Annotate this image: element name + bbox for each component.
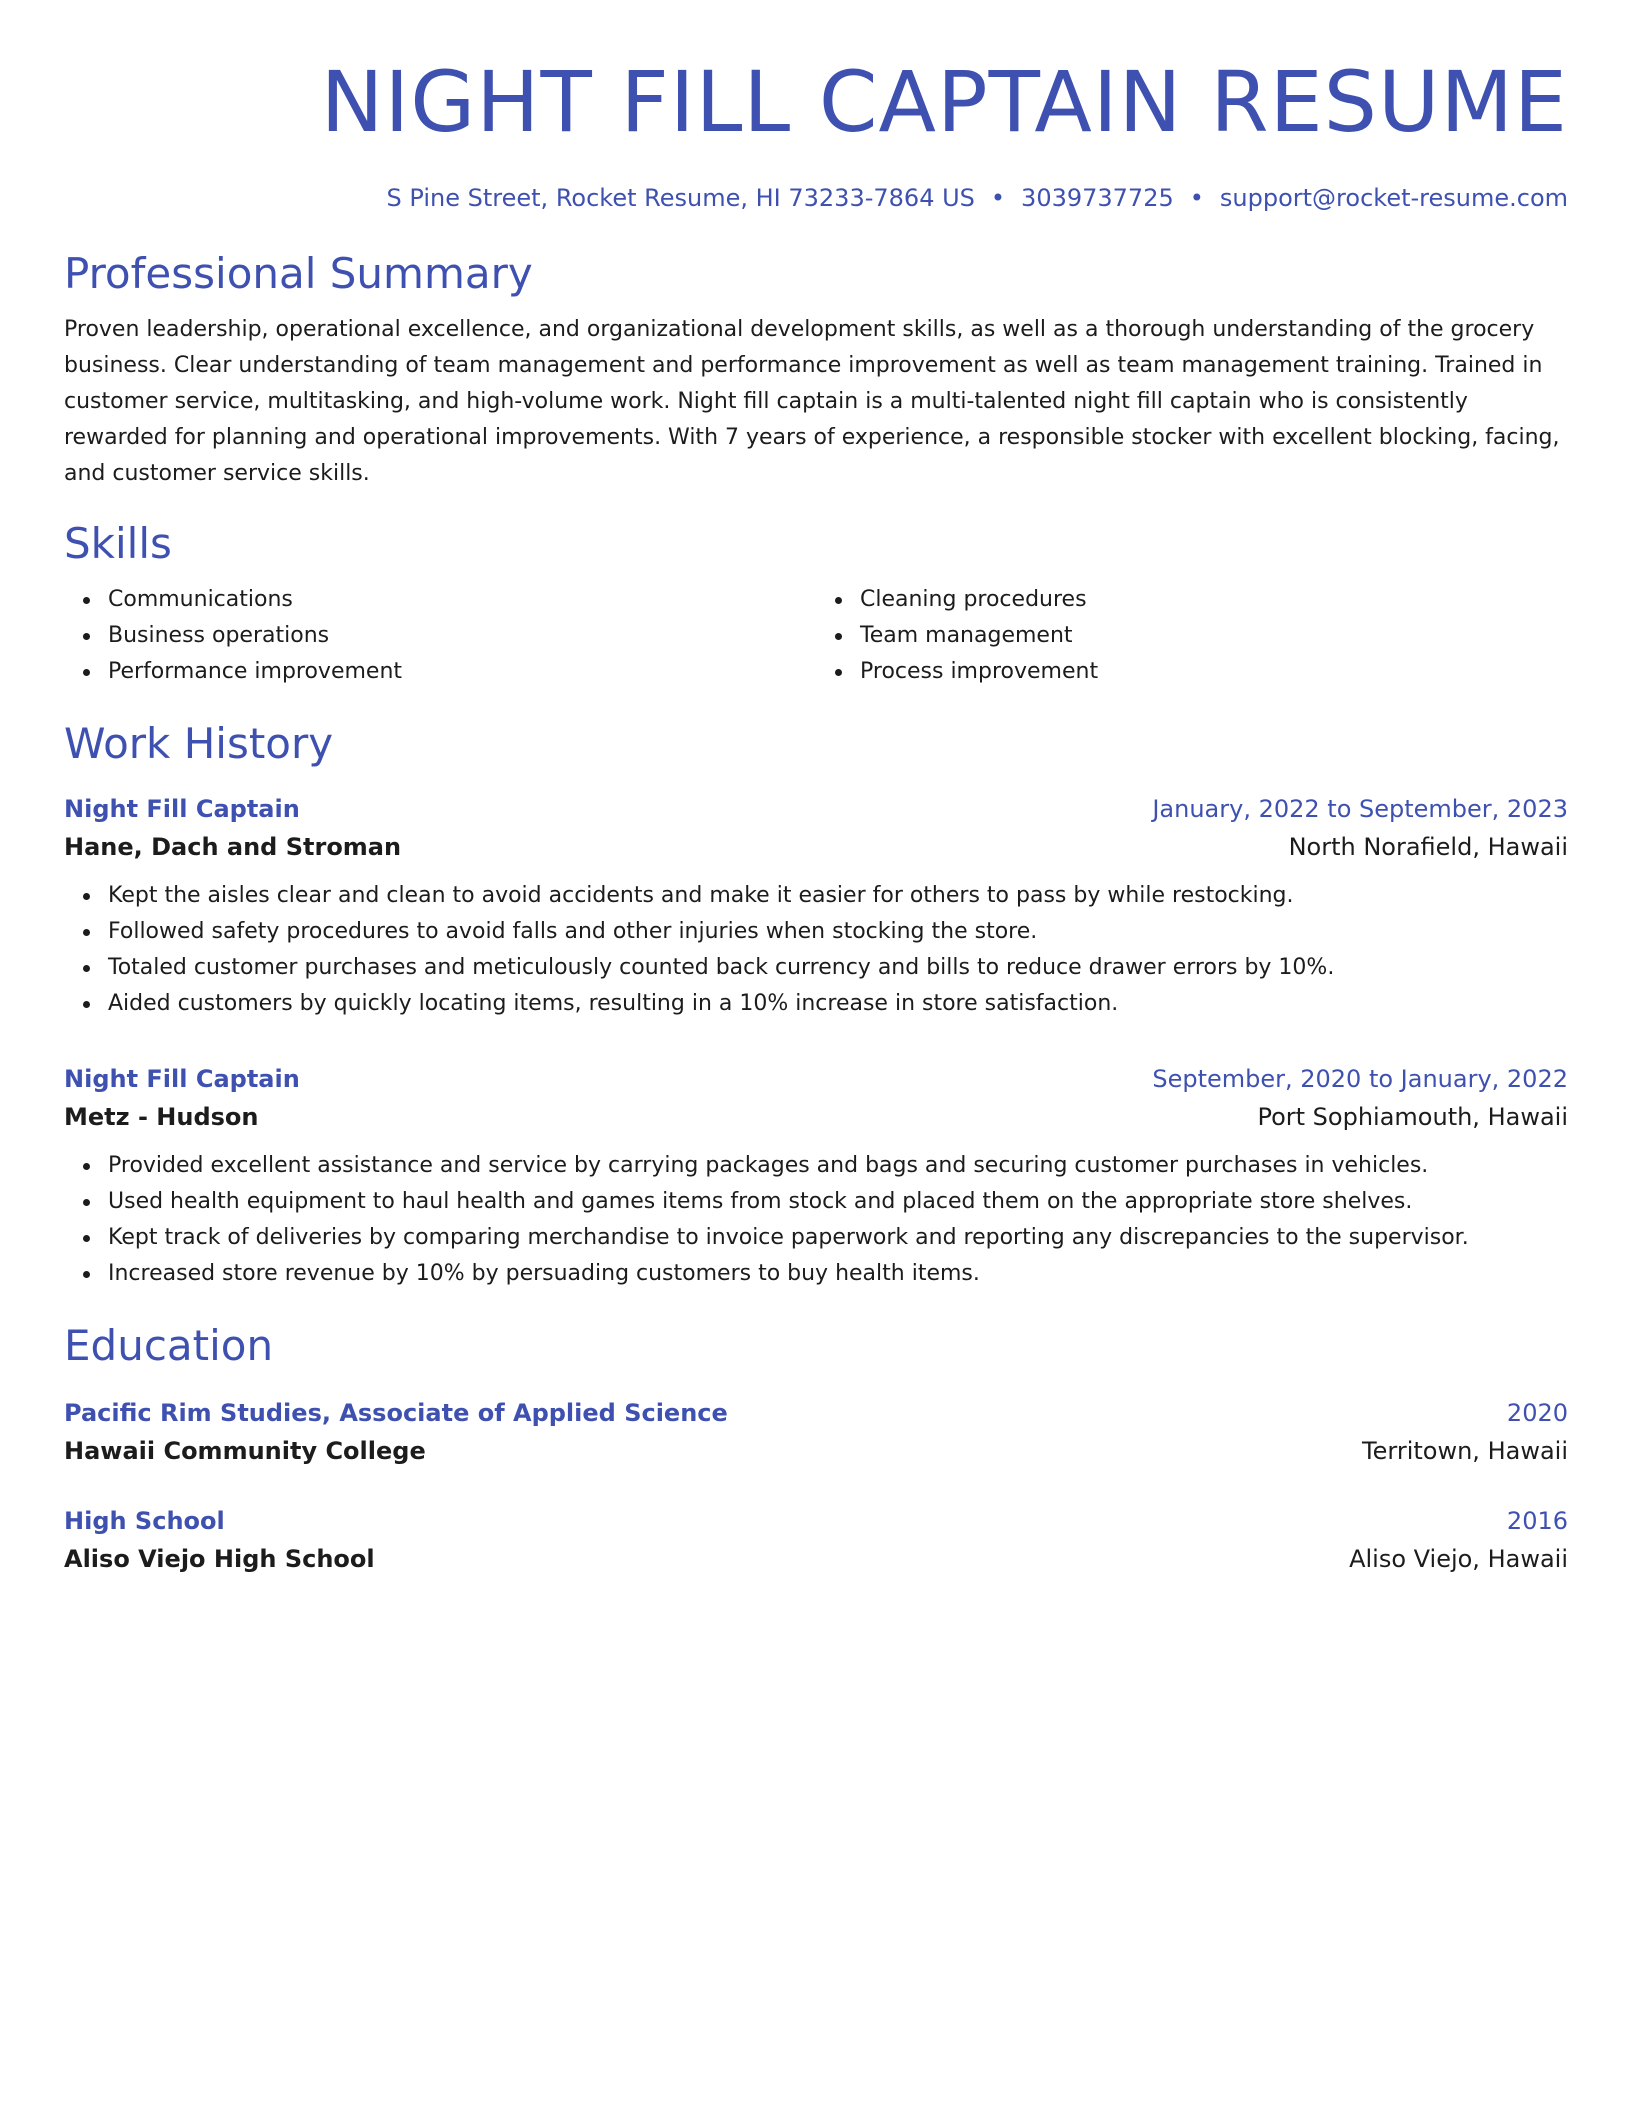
education-heading: Education	[64, 1321, 274, 1370]
education-degree: Pacific Rim Studies, Associate of Applied Science	[64, 1399, 728, 1427]
job-dates: January, 2022 to September, 2023	[1152, 795, 1568, 823]
job-bullet: Kept track of deliveries by comparing merchandise to invoice paperwork and reporting any discrepancies to the supervisor.	[108, 1220, 1568, 1256]
job-title-row	[64, 790, 1568, 828]
summary-text: Proven leadership, operational excellence, and organizational development skills, as well as a thorough understanding of the grocery business. Clear understanding of team management and performance improvement as well as team management training. Trained in customer service, multitasking, and high-volume work. Night fill captain is a multi-talented night fill captain who is consistently rewarded for planning and operational improvements. With 7 years of experience, a responsible stocker with excellent blocking, facing, and customer service skills.	[64, 317, 1560, 486]
skill-item: Performance improvement	[108, 654, 816, 690]
education-school-row	[64, 1432, 1568, 1470]
education-entry	[64, 1502, 1568, 1578]
job-bullet: Aided customers by quickly locating items, resulting in a 10% increase in store satisfaction.	[108, 986, 1568, 1022]
contact-separator: •	[990, 184, 1006, 212]
job-title-row	[64, 1060, 1568, 1098]
job-bullet: Totaled customer purchases and meticulously counted back currency and bills to reduce drawer errors by 10%.	[108, 950, 1568, 986]
education-degree: High School	[64, 1507, 225, 1535]
education-school: Hawaii Community College	[64, 1437, 426, 1465]
contact-address: S Pine Street, Rocket Resume, HI 73233-7864 US	[386, 184, 975, 212]
job-location: Port Sophiamouth, Hawaii	[1257, 1103, 1568, 1131]
summary-heading: Professional Summary	[64, 249, 533, 298]
job-bullet: Used health equipment to haul health and games items from stock and placed them on the appropriate store shelves.	[108, 1184, 1568, 1220]
education-entry	[64, 1394, 1568, 1470]
job-bullets	[64, 878, 1568, 1022]
contact-phone: 3039737725	[1021, 184, 1174, 212]
job-bullet: Increased store revenue by 10% by persuading customers to buy health items.	[108, 1256, 1568, 1292]
skill-item: Process improvement	[860, 654, 1568, 690]
job-entry	[64, 1060, 1568, 1292]
education-location: Aliso Viejo, Hawaii	[1349, 1545, 1568, 1573]
skills-column-left	[64, 582, 816, 690]
education-school: Aliso Viejo High School	[64, 1545, 375, 1573]
job-role: Night Fill Captain	[64, 1065, 300, 1093]
education-location: Territown, Hawaii	[1362, 1437, 1568, 1465]
skills-column-right	[816, 582, 1568, 690]
contact-email[interactable]: support@rocket-resume.com	[1219, 184, 1568, 212]
education-degree-row	[64, 1394, 1568, 1432]
skills-list	[64, 582, 1568, 690]
job-company-row	[64, 828, 1568, 866]
skill-item: Team management	[860, 618, 1568, 654]
skill-item: Business operations	[108, 618, 816, 654]
education-year: 2020	[1506, 1399, 1568, 1427]
job-bullets	[64, 1148, 1568, 1292]
contact-separator: •	[1189, 184, 1204, 212]
job-entry	[64, 790, 1568, 1022]
work-history-heading: Work History	[64, 719, 334, 768]
job-location: North Norafield, Hawaii	[1288, 833, 1568, 861]
job-company-row	[64, 1098, 1568, 1136]
contact-line	[64, 182, 1568, 214]
job-dates: September, 2020 to January, 2022	[1152, 1065, 1568, 1093]
education-school-row	[64, 1540, 1568, 1578]
job-company: Hane, Dach and Stroman	[64, 833, 402, 861]
education-year: 2016	[1506, 1507, 1568, 1535]
resume-name: NIGHT FILL CAPTAIN RESUME	[320, 53, 1568, 151]
job-bullet: Provided excellent assistance and service by carrying packages and bags and securing customer purchases in vehicles.	[108, 1148, 1568, 1184]
education-degree-row	[64, 1502, 1568, 1540]
job-role: Night Fill Captain	[64, 795, 300, 823]
job-company: Metz - Hudson	[64, 1103, 259, 1131]
job-bullet: Kept the aisles clear and clean to avoid accidents and make it easier for others to pass by while restocking.	[108, 878, 1568, 914]
skill-item: Cleaning procedures	[860, 582, 1568, 618]
job-bullet: Followed safety procedures to avoid falls and other injuries when stocking the store.	[108, 914, 1568, 950]
skill-item: Communications	[108, 582, 816, 618]
skills-heading: Skills	[64, 519, 172, 568]
